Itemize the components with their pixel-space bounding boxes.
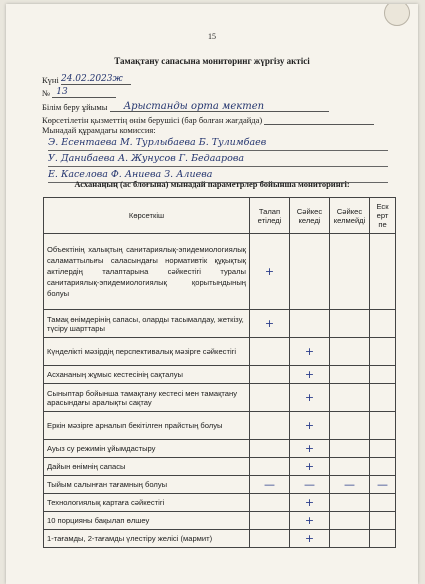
- mark-cell: [250, 412, 290, 440]
- indicator-cell: Тамақ өнімдерінің сапасы, оларды тасымалдау, жеткізу, түсіру шарттары: [44, 310, 250, 338]
- provider-label: Көрсетілетін қызметтің өнім берушісі (бар болған жағдайда): [42, 115, 263, 125]
- number-value: 13: [52, 87, 116, 98]
- mark-cell: [250, 384, 290, 412]
- table-row: [44, 476, 396, 494]
- table-row: [44, 310, 396, 338]
- mark-cell: [250, 440, 290, 458]
- hole-punch-mark: [384, 4, 410, 26]
- table-row: [44, 412, 396, 440]
- table-row: [44, 530, 396, 548]
- mark-cell: [330, 494, 370, 512]
- mark-cell: —: [290, 476, 330, 494]
- mark-cell: +: [290, 530, 330, 548]
- commission-line: Е. Каселова Ф. Аниева З. Алиева: [48, 167, 388, 183]
- mark-cell: +: [290, 440, 330, 458]
- mark-cell: [290, 310, 330, 338]
- commission-label: Мынадай құрамдағы комиссия:: [42, 125, 156, 135]
- mark-cell: +: [290, 512, 330, 530]
- header-required: Талап етіледі: [250, 198, 290, 234]
- document-title: Тамақтану сапасына мониторинг жүргізу актісі: [114, 56, 310, 66]
- mark-cell: [330, 366, 370, 384]
- mark-cell: [330, 530, 370, 548]
- school-field: [42, 101, 329, 112]
- mark-cell: +: [290, 494, 330, 512]
- section-subtitle: Асханаңың (ас блоғына) мынадай параметрлер бойынша мониторингі:: [74, 179, 350, 189]
- provider-field: [42, 114, 374, 125]
- indicator-cell: 1-тағамды, 2-тағамды үлестіру желісі (мармит): [44, 530, 250, 548]
- mark-cell: [330, 512, 370, 530]
- mark-cell: +: [290, 458, 330, 476]
- mark-cell: +: [290, 366, 330, 384]
- table-row: [44, 366, 396, 384]
- commission-members: [48, 135, 388, 183]
- mark-cell: [370, 234, 396, 310]
- date-label: Күні: [42, 75, 59, 85]
- table-row: [44, 338, 396, 366]
- mark-cell: +: [250, 310, 290, 338]
- page-number: 15: [208, 32, 216, 41]
- table-row: [44, 458, 396, 476]
- school-value: Арыстанды орта мектеп: [110, 101, 329, 112]
- mark-cell: +: [290, 412, 330, 440]
- header-indicator: Көрсеткіш: [44, 198, 250, 234]
- mark-cell: —: [370, 476, 396, 494]
- table-row: [44, 440, 396, 458]
- monitoring-table: [43, 197, 396, 548]
- school-label: Білім беру ұйымы: [42, 102, 108, 112]
- mark-cell: [370, 366, 396, 384]
- provider-value-line: [264, 114, 374, 125]
- mark-cell: [370, 458, 396, 476]
- mark-cell: [370, 310, 396, 338]
- indicator-cell: Сыныптар бойынша тамақтану кестесі мен тамақтану арасындағы аралықты сақтау: [44, 384, 250, 412]
- mark-cell: [330, 458, 370, 476]
- mark-cell: [370, 530, 396, 548]
- mark-cell: [330, 338, 370, 366]
- mark-cell: +: [290, 384, 330, 412]
- mark-cell: [370, 512, 396, 530]
- mark-cell: [370, 338, 396, 366]
- table-row: [44, 384, 396, 412]
- table-header-row: [44, 198, 396, 234]
- mark-cell: [290, 234, 330, 310]
- mark-cell: [250, 512, 290, 530]
- commission-line: У. Данибаева А. Жунусов Г. Бедаарова: [48, 151, 388, 167]
- mark-cell: +: [290, 338, 330, 366]
- mark-cell: [250, 494, 290, 512]
- mark-cell: [250, 530, 290, 548]
- mark-cell: [370, 384, 396, 412]
- mark-cell: [330, 234, 370, 310]
- header-compliant: Сәйкес келеді: [290, 198, 330, 234]
- number-field: [42, 87, 116, 98]
- table-row: [44, 512, 396, 530]
- indicator-cell: Ауыз су режимін ұйымдастыру: [44, 440, 250, 458]
- mark-cell: [370, 440, 396, 458]
- mark-cell: [370, 412, 396, 440]
- mark-cell: [370, 494, 396, 512]
- mark-cell: [330, 440, 370, 458]
- indicator-cell: Дайын өнімнің сапасы: [44, 458, 250, 476]
- mark-cell: +: [250, 234, 290, 310]
- table-row: [44, 494, 396, 512]
- mark-cell: [330, 310, 370, 338]
- mark-cell: [250, 338, 290, 366]
- indicator-cell: Еркін мәзірге арналып бекітілген прайстың болуы: [44, 412, 250, 440]
- mark-cell: —: [250, 476, 290, 494]
- commission-line: Э. Есентаева М. Турлыбаева Б. Тулимбаев: [48, 135, 388, 151]
- table-row: [44, 234, 396, 310]
- header-noncompliant: Сәйкес келмейді: [330, 198, 370, 234]
- mark-cell: [250, 458, 290, 476]
- indicator-cell: Күнделікті мәзірдің перспективалық мәзірге сәйкестігі: [44, 338, 250, 366]
- header-note: Еск ерт пе: [370, 198, 396, 234]
- date-field: [42, 74, 131, 85]
- mark-cell: [330, 412, 370, 440]
- indicator-cell: Тыйым салынған тағамның болуы: [44, 476, 250, 494]
- mark-cell: [330, 384, 370, 412]
- mark-cell: [250, 366, 290, 384]
- indicator-cell: 10 порцияны бақылап өлшеу: [44, 512, 250, 530]
- date-value: 24.02.2023ж: [61, 74, 131, 85]
- document-page: [6, 4, 418, 584]
- indicator-cell: Асхананың жұмыс кестесінің сақталуы: [44, 366, 250, 384]
- indicator-cell: Технологиялық картаға сәйкестігі: [44, 494, 250, 512]
- indicator-cell: Объектінің халықтың санитариялық-эпидемиологиялық саламаттылығы саласындағы нормативтік құқықтық актілердің талаптарына сәйкестігі туралы санитариялық-эпидемиологиялық қорытындының болуы: [44, 234, 250, 310]
- number-label: №: [42, 88, 51, 98]
- mark-cell: —: [330, 476, 370, 494]
